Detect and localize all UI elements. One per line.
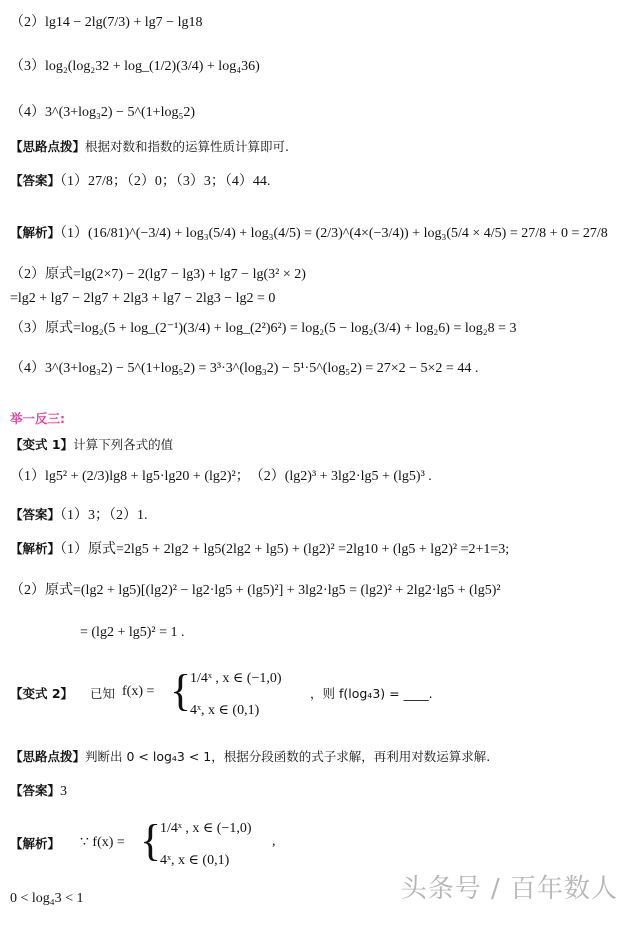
solution-step-2b: =lg2 + lg7 − 2lg7 + 2lg3 + lg7 − 2lg3 − lg2 = 0 [10, 291, 276, 306]
variant2-hint: 判断出 0 < log₄3 < 1，根据分段函数的式子求解，再利用对数运算求解. [85, 749, 491, 764]
variant1-sol1: （1）原式=2lg5 + 2lg2 + lg5(2lg2 + lg5) + (lg2)² =2lg10 + (lg5 + lg2)² =2+1=3; [60, 542, 510, 557]
variant2-sol-case2: 4ˣ, x ∈ (0,1) [160, 853, 230, 868]
problem-item-4: （4）3^(3+log₃2) − 5^(1+log₅2) [10, 105, 196, 120]
solution-line-1 [10, 224, 632, 243]
variant2-case2: 4ˣ, x ∈ (0,1) [190, 703, 260, 718]
variant2-sol-post: , [272, 834, 276, 849]
answer-text: （1）27/8；（2）0；（3）3；（4）44. [60, 174, 271, 189]
hint-label: 【思路点拨】 [10, 139, 86, 154]
solution-label: 【解析】 [10, 225, 61, 240]
answer-label: 【答案】 [10, 173, 61, 188]
variant1-sol2: （2）原式=(lg2 + lg5)[(lg2)² − lg2·lg5 + (lg5)²] + 3lg2·lg5 = (lg2)² + 2lg2·lg5 + (lg5)² [10, 583, 501, 598]
problem-item-2: （2）lg14 − 2lg(7/3) + lg7 − lg18 [10, 15, 203, 30]
variant2-answer-line [10, 782, 632, 801]
section-title: 举一反三: [10, 411, 65, 426]
variant1-text: 计算下列各式的值 [73, 437, 174, 452]
variant1-heading [10, 436, 632, 454]
variant2-fx: f(x) = [122, 684, 155, 699]
watermark: 头条号 / 百年数人 [400, 874, 618, 904]
variant2-text-post: ，则 f(log₄3) = ____. [310, 686, 433, 701]
answer-line [10, 172, 632, 191]
variant2-hint-line [10, 748, 632, 766]
solution-step-4: （4）3^(3+log₃2) − 5^(1+log₅2) = 3³·3^(log₃2) − 5¹·5^(log₅2) = 27×2 − 5×2 = 44 . [10, 361, 479, 376]
variant2-answer: 3 [60, 784, 68, 799]
hint-text: 根据对数和指数的运算性质计算即可. [85, 139, 289, 154]
variant2-last-line: 0 < log₄3 < 1 [10, 891, 84, 906]
variant2-answer-label: 【答案】 [10, 783, 61, 798]
variant2-hint-label: 【思路点拨】 [10, 749, 86, 764]
variant1-label: 【变式 1】 [10, 437, 74, 452]
variant2-sol-pre: ∵ f(x) = [80, 835, 125, 850]
solution-step-2: （2）原式=lg(2×7) − 2(lg7 − lg3) + lg7 − lg(3² × 2) [10, 267, 306, 282]
variant1-sol3: = (lg2 + lg5)² = 1 . [80, 625, 185, 640]
variant2-sol-case1: 1/4ˣ , x ∈ (−1,0) [160, 821, 252, 836]
variant1-items: （1）lg5² + (2/3)lg8 + lg5·lg20 + (lg2)²； （2）(lg2)³ + 3lg2·lg5 + (lg5)³ . [10, 469, 432, 484]
variant1-solution-line-1 [10, 540, 632, 559]
brace-icon: { [140, 816, 162, 865]
variant2-question [10, 664, 630, 724]
variant1-answer: （1）3；（2）1. [60, 508, 148, 523]
variant2-text-pre: 已知 [90, 686, 116, 701]
variant1-answer-line [10, 506, 632, 525]
brace-icon: { [170, 666, 192, 715]
variant2-case1: 1/4ˣ , x ∈ (−1,0) [190, 671, 282, 686]
solution-step-1: （1）(16/81)^(−3/4) + log₃(5/4) + log₃(4/5) = (2/3)^(4×(−3/4)) + log₃(5/4 × 4/5) = 27/8 + 0 = 27/8 [60, 226, 608, 241]
variant1-answer-label: 【答案】 [10, 507, 61, 522]
variant2-solution [10, 814, 630, 872]
variant2-solution-label: 【解析】 [10, 836, 61, 851]
variant2-label: 【变式 2】 [10, 686, 74, 701]
hint-line [10, 138, 632, 156]
problem-item-3: （3）log₂(log₂32 + log_(1/2)(3/4) + log₄36) [10, 59, 260, 74]
variant1-solution-label: 【解析】 [10, 541, 61, 556]
solution-step-3: （3）原式=log₂(5 + log_(2⁻¹)(3/4) + log_(2²)6²) = log₂(5 − log₂(3/4) + log₂6) = log₂8 = 3 [10, 321, 517, 336]
